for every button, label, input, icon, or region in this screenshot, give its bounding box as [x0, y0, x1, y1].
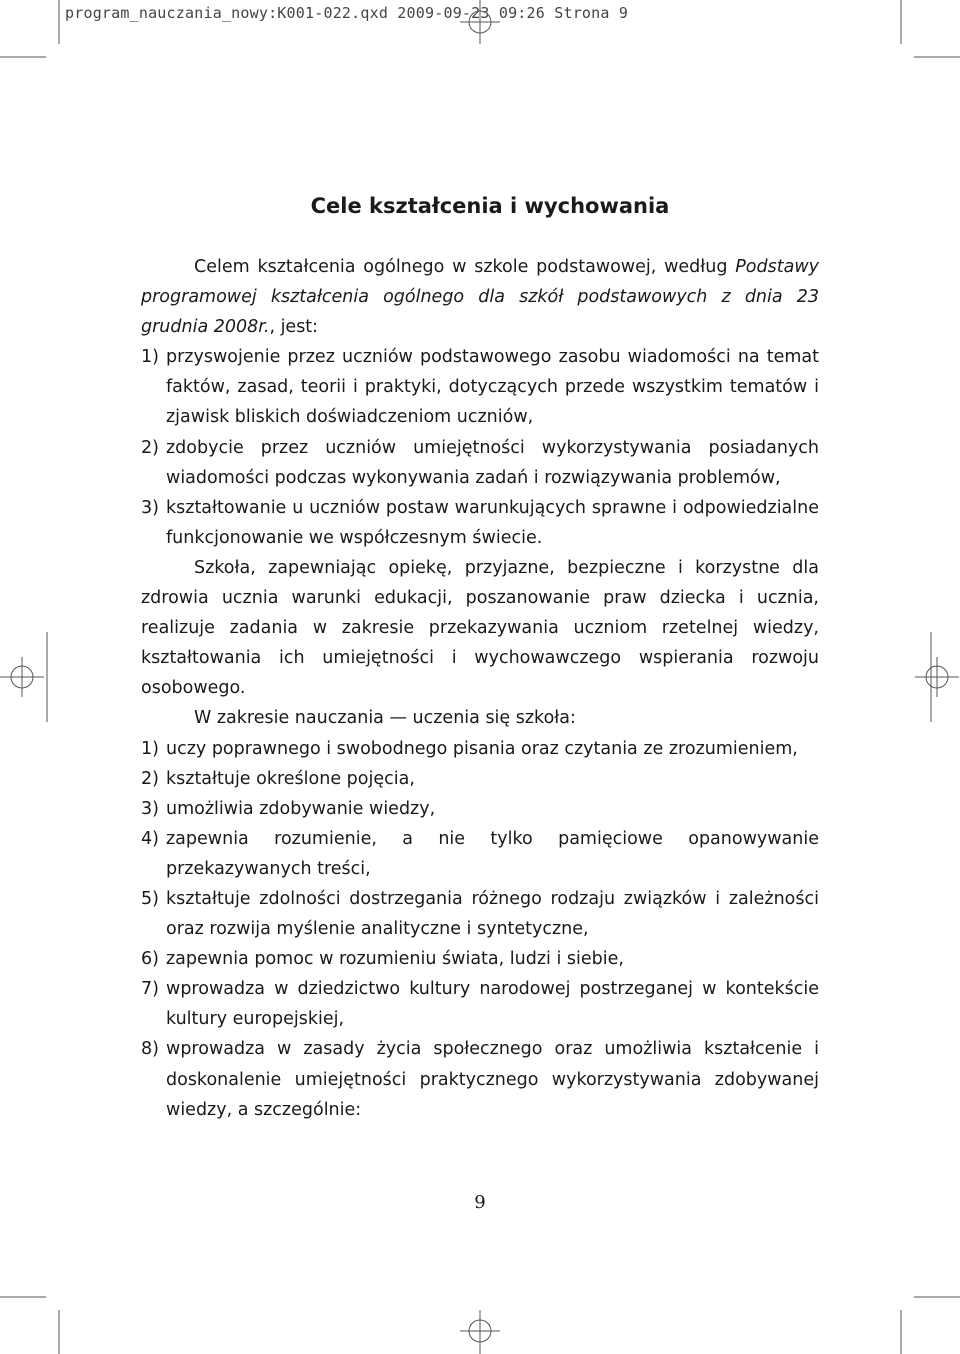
list-item: 6) zapewnia pomoc w rozumieniu świata, ludzi i siebie,: [141, 949, 624, 970]
teaching-list: [141, 734, 819, 1125]
intro-paragraph: [141, 252, 819, 342]
list-item: 3) kształtowanie u uczniów postaw warunkujących sprawne i odpowiedzialne funkcjonowanie we współczesnym świecie.: [141, 497, 819, 548]
registration-mark-top: [460, 0, 500, 44]
intro-text-start: Celem kształcenia ogólnego w szkole podstawowej, według: [194, 257, 736, 277]
registration-mark-bottom: [460, 1310, 500, 1354]
list-item: 4) zapewnia rozumienie, a nie tylko pamięciowe opanowywanie przekazywanych treści,: [141, 828, 819, 879]
list-item: 1) przyswojenie przez uczniów podstawowego zasobu wiadomości na temat faktów, zasad, teorii i praktyki, dotyczących przede wszystkim tematów i zjawisk bliskich doświadczeniom uczniów,: [141, 347, 819, 428]
list-item: 1) uczy poprawnego i swobodnego pisania oraz czytania ze zrozumieniem,: [141, 738, 798, 759]
teaching-intro: W zakresie nauczania — uczenia się szkoła:: [194, 708, 576, 729]
registration-mark-left: [0, 632, 47, 722]
list-item: 5) kształtuje zdolności dostrzegania różnego rodzaju związków i zależności oraz rozwija myślenie analityczne i syntetyczne,: [141, 888, 819, 940]
file-slug: program_nauczania_nowy:K001-022.qxd 2009-09-23 09:26 Strona 9: [65, 4, 629, 22]
page-number: 9: [474, 1192, 486, 1213]
intro-document-title: Podstawy programowej kształcenia ogólnego dla szkół podstawowych z dnia 23 grudnia 2008r.: [141, 257, 819, 338]
school-paragraph: Szkoła, zapewniając opiekę, przyjazne, bezpieczne i korzystne dla zdrowia ucznia warunki edukacji, poszanowanie praw dziecka i ucznia, realizuje zadania w zakresie przekazywania uczniom rzetelnej wiedzy, kształtowania ich umiejętności i wychowawczego wspierania rozwoju osobowego.: [141, 557, 819, 699]
list-item: 2) zdobycie przez uczniów umiejętności wykorzystywania posiadanych wiadomości podczas wykonywania zadań i rozwiązywania problemów,: [141, 437, 819, 488]
list-item: 3) umożliwia zdobywanie wiedzy,: [141, 798, 436, 819]
page-body: [141, 191, 819, 1125]
list-item: 2) kształtuje określone pojęcia,: [141, 768, 415, 789]
list-item: 8) wprowadza w zasady życia społecznego oraz umożliwia kształcenie i doskonalenie umiejętności praktycznego wykorzystywania zdobywanej wiedzy, a szczególnie:: [141, 1039, 819, 1120]
list-item: 7) wprowadza w dziedzictwo kultury narodowej postrzeganej w kontekście kultury europejskiej,: [141, 979, 819, 1030]
intro-text-end: , jest:: [269, 317, 319, 338]
goals-list: [141, 342, 819, 553]
registration-mark-right: [915, 632, 959, 722]
section-title: Cele kształcenia i wychowania: [310, 194, 670, 218]
